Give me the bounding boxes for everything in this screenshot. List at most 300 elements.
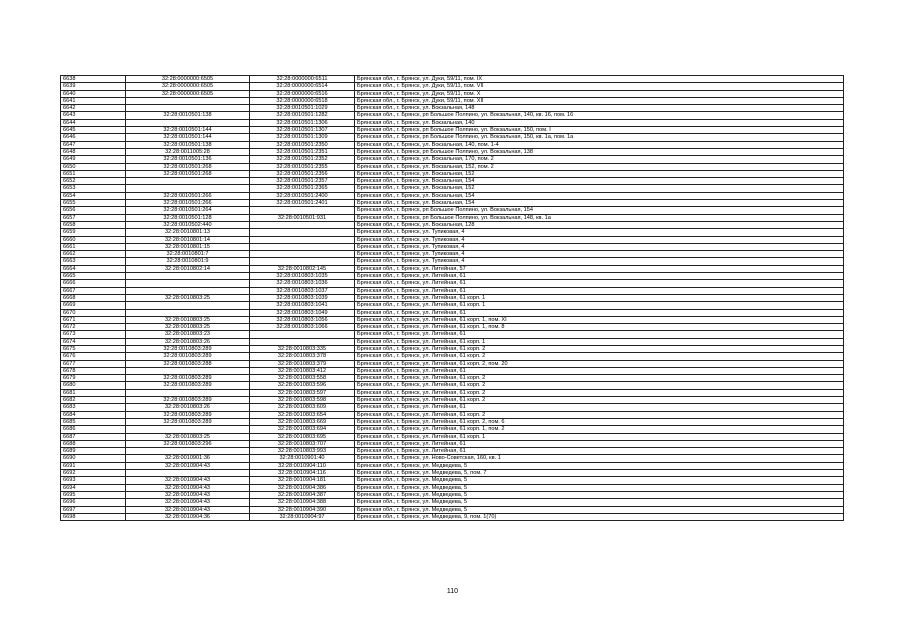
parcel-number-cell: 32:28:0010904:43 xyxy=(126,506,250,513)
table-row xyxy=(61,470,844,477)
address-cell: Брянская обл., г. Брянск, ул. Литейная, 61 xyxy=(355,331,844,338)
parcel-number-cell: 32:28:0010803:25 xyxy=(126,433,250,440)
object-number-cell: 32:28:0010802:145 xyxy=(250,265,355,272)
object-number-cell: 32:28:0010501:931 xyxy=(250,214,355,221)
table-row xyxy=(61,411,844,418)
object-number-cell: 32:28:0010904:388 xyxy=(250,499,355,506)
parcel-number-cell: 32:28:0010501:136 xyxy=(126,156,250,163)
row-number-cell: 6660 xyxy=(61,236,126,243)
object-number-cell: 32:28:0000000:6516 xyxy=(250,90,355,97)
table-row xyxy=(61,360,844,367)
table-row xyxy=(61,426,844,433)
object-number-cell: 32:28:0010803:1037 xyxy=(250,287,355,294)
address-cell: Брянская обл., г. Брянск, ул. Литейная, 61 xyxy=(355,367,844,374)
parcel-number-cell: 32:28:0010803:296 xyxy=(126,440,250,447)
row-number-cell: 6688 xyxy=(61,440,126,447)
address-cell: Брянская обл., г. Брянск, ул. Литейная, 61 корп. 2, пом. 20 xyxy=(355,360,844,367)
object-number-cell: 32:28:0010501:1309 xyxy=(250,134,355,141)
address-cell: Брянская обл., г. Брянск, ул. Литейная, 61 корп. 1, пом. 2 xyxy=(355,426,844,433)
address-cell: Брянская обл., г. Брянск, рп Большое Полпино, ул. Вокзальная, 148, кв. 1а xyxy=(355,214,844,221)
address-cell: Брянская обл., г. Брянск, ул. Литейная, 61 корп. 1 xyxy=(355,433,844,440)
parcel-number-cell xyxy=(126,448,250,455)
parcel-number-cell: 32:28:0010801:13 xyxy=(126,229,250,236)
parcel-number-cell: 32:28:0010901:36 xyxy=(126,455,250,462)
table-row xyxy=(61,97,844,104)
row-number-cell: 6642 xyxy=(61,105,126,112)
table-row xyxy=(61,287,844,294)
parcel-number-cell: 32:28:0010803:289 xyxy=(126,418,250,425)
address-cell: Брянская обл., г. Брянск, ул. Вокзальная, 152 xyxy=(355,170,844,177)
parcel-number-cell: 32:28:0010501:128 xyxy=(126,214,250,221)
object-number-cell xyxy=(250,331,355,338)
parcel-number-cell: 32:28:0000000:6505 xyxy=(126,83,250,90)
table-row xyxy=(61,90,844,97)
row-number-cell: 6682 xyxy=(61,397,126,404)
table-row xyxy=(61,433,844,440)
table-row xyxy=(61,491,844,498)
address-cell: Брянская обл., г. Брянск, ул. Тупиковая, 4 xyxy=(355,229,844,236)
parcel-number-cell: 32:28:0010501:266 xyxy=(126,200,250,207)
row-number-cell: 6641 xyxy=(61,97,126,104)
object-number-cell: 32:28:0010501:1307 xyxy=(250,127,355,134)
row-number-cell: 6681 xyxy=(61,389,126,396)
table-row xyxy=(61,221,844,228)
row-number-cell: 6684 xyxy=(61,411,126,418)
row-number-cell: 6679 xyxy=(61,375,126,382)
parcel-number-cell: 32:28:0010801:15 xyxy=(126,243,250,250)
address-cell: Брянская обл., г. Брянск, ул. Вокзальная, 128 xyxy=(355,221,844,228)
parcel-number-cell: 32:28:0010501:268 xyxy=(126,170,250,177)
parcel-number-cell: 32:28:0010501:138 xyxy=(126,141,250,148)
row-number-cell: 6645 xyxy=(61,127,126,134)
table-row xyxy=(61,207,844,214)
parcel-number-cell xyxy=(126,287,250,294)
address-cell: Брянская обл., г. Брянск, ул. Тупиковая, 4 xyxy=(355,243,844,250)
row-number-cell: 6659 xyxy=(61,229,126,236)
object-number-cell xyxy=(250,338,355,345)
object-number-cell: 32:28:0010803:1066 xyxy=(250,324,355,331)
object-number-cell: 32:28:0010803:669 xyxy=(250,418,355,425)
parcel-number-cell xyxy=(126,426,250,433)
row-number-cell: 6663 xyxy=(61,258,126,265)
object-number-cell: 32:28:0010501:1029 xyxy=(250,105,355,112)
address-cell: Брянская обл., г. Брянск, ул. Литейная, 61 корп. 2, пом. 6 xyxy=(355,418,844,425)
address-cell: Брянская обл., г. Брянск, ул. Тупиковая, 4 xyxy=(355,236,844,243)
parcel-number-cell: 32:28:0010803:289 xyxy=(126,382,250,389)
table-row xyxy=(61,345,844,352)
object-number-cell: 32:28:0010904:181 xyxy=(250,477,355,484)
object-number-cell xyxy=(250,229,355,236)
address-cell: Брянская обл., г. Брянск, ул. Литейная, 61 корп. 2 xyxy=(355,382,844,389)
table-row xyxy=(61,316,844,323)
registry-table xyxy=(60,75,844,521)
table-row xyxy=(61,375,844,382)
parcel-number-cell xyxy=(126,470,250,477)
address-cell: Брянская обл., г. Брянск, рп Большое Полпино, ул. Вокзальная, 140, кв. 16, пом. 16 xyxy=(355,112,844,119)
address-cell: Брянская обл., г. Брянск, ул. Литейная, 61 корп. 2 xyxy=(355,389,844,396)
table-row xyxy=(61,83,844,90)
object-number-cell: 32:28:0000000:6514 xyxy=(250,83,355,90)
table-row xyxy=(61,440,844,447)
address-cell: Брянская обл., г. Брянск, ул. Дуки, 59/11, пом. XII xyxy=(355,97,844,104)
parcel-number-cell xyxy=(126,119,250,126)
row-number-cell: 6693 xyxy=(61,477,126,484)
object-number-cell: 32:28:0010501:2401 xyxy=(250,200,355,207)
parcel-number-cell: 32:28:0010904:43 xyxy=(126,477,250,484)
address-cell: Брянская обл., г. Брянск, ул. Вокзальная, 140, пом. 1-4 xyxy=(355,141,844,148)
row-number-cell: 6669 xyxy=(61,302,126,309)
row-number-cell: 6672 xyxy=(61,324,126,331)
row-number-cell: 6675 xyxy=(61,345,126,352)
address-cell: Брянская обл., г. Брянск, рп Большое Полпино, ул. Вокзальная, 150, кв. 1а, пом. 1а xyxy=(355,134,844,141)
table-row xyxy=(61,499,844,506)
address-cell: Брянская обл., г. Брянск, ул. Медведева, 5, пом. 7 xyxy=(355,470,844,477)
parcel-number-cell: 32:28:0010501:266 xyxy=(126,192,250,199)
registry-table-body xyxy=(61,76,844,521)
address-cell: Брянская обл., г. Брянск, ул. Литейная, 61 xyxy=(355,273,844,280)
table-row xyxy=(61,324,844,331)
row-number-cell: 6678 xyxy=(61,367,126,374)
table-row xyxy=(61,418,844,425)
address-cell: Брянская обл., г. Брянск, ул. Медведева, 5 xyxy=(355,499,844,506)
address-cell: Брянская обл., г. Брянск, ул. Литейная, 61 корп. 2 xyxy=(355,411,844,418)
parcel-number-cell xyxy=(126,105,250,112)
parcel-number-cell: 32:28:0010802:14 xyxy=(126,265,250,272)
table-row xyxy=(61,382,844,389)
parcel-number-cell: 32:28:0010501:138 xyxy=(126,112,250,119)
table-row xyxy=(61,273,844,280)
row-number-cell: 6654 xyxy=(61,192,126,199)
row-number-cell: 6657 xyxy=(61,214,126,221)
object-number-cell: 32:28:0010904:386 xyxy=(250,484,355,491)
address-cell: Брянская обл., г. Брянск, ул. Литейная, 61 корп. 2 xyxy=(355,345,844,352)
table-row xyxy=(61,200,844,207)
object-number-cell: 32:28:0010803:1039 xyxy=(250,294,355,301)
row-number-cell: 6691 xyxy=(61,462,126,469)
object-number-cell: 32:28:0010803:597 xyxy=(250,389,355,396)
row-number-cell: 6640 xyxy=(61,90,126,97)
row-number-cell: 6649 xyxy=(61,156,126,163)
parcel-number-cell xyxy=(126,280,250,287)
address-cell: Брянская обл., г. Брянск, ул. Вокзальная, 148 xyxy=(355,105,844,112)
row-number-cell: 6662 xyxy=(61,251,126,258)
object-number-cell: 32:28:0000000:6518 xyxy=(250,97,355,104)
object-number-cell: 32:28:0010501:2355 xyxy=(250,163,355,170)
row-number-cell: 6658 xyxy=(61,221,126,228)
table-row xyxy=(61,258,844,265)
object-number-cell: 32:28:0010803:558 xyxy=(250,375,355,382)
address-cell: Брянская обл., г. Брянск, ул. Медведева, 5 xyxy=(355,491,844,498)
address-cell: Брянская обл., г. Брянск, ул. Вокзальная, 152, пом. 2 xyxy=(355,163,844,170)
parcel-number-cell: 32:28:0010803:26 xyxy=(126,404,250,411)
address-cell: Брянская обл., г. Брянск, ул. Медведева, 5 xyxy=(355,506,844,513)
parcel-number-cell: 32:28:0010501:144 xyxy=(126,134,250,141)
row-number-cell: 6673 xyxy=(61,331,126,338)
row-number-cell: 6665 xyxy=(61,273,126,280)
address-cell: Брянская обл., г. Брянск, ул. Литейная, 57 xyxy=(355,265,844,272)
row-number-cell: 6650 xyxy=(61,163,126,170)
address-cell: Брянская обл., г. Брянск, ул. Литейная, 61 корп. 2 xyxy=(355,397,844,404)
parcel-number-cell: 32:28:0010904:43 xyxy=(126,491,250,498)
address-cell: Брянская обл., г. Брянск, ул. Литейная, 61 xyxy=(355,309,844,316)
table-row xyxy=(61,134,844,141)
parcel-number-cell: 32:28:0000000:6505 xyxy=(126,90,250,97)
parcel-number-cell: 32:28:0010803:25 xyxy=(126,316,250,323)
object-number-cell xyxy=(250,221,355,228)
address-cell: Брянская обл., г. Брянск, ул. Тупиковая, 4 xyxy=(355,258,844,265)
object-number-cell: 32:28:0010501:2356 xyxy=(250,170,355,177)
row-number-cell: 6647 xyxy=(61,141,126,148)
parcel-number-cell: 32:28:0010803:25 xyxy=(126,324,250,331)
object-number-cell: 32:28:0010904:116 xyxy=(250,470,355,477)
table-row xyxy=(61,404,844,411)
table-row xyxy=(61,214,844,221)
object-number-cell: 32:28:0010803:707 xyxy=(250,440,355,447)
row-number-cell: 6667 xyxy=(61,287,126,294)
address-cell: Брянская обл., г. Брянск, ул. Литейная, 61 корп. 1 xyxy=(355,302,844,309)
table-row xyxy=(61,229,844,236)
address-cell: Брянская обл., г. Брянск, ул. Медведева, 5 xyxy=(355,462,844,469)
object-number-cell: 32:28:0010803:598 xyxy=(250,397,355,404)
parcel-number-cell xyxy=(126,185,250,192)
row-number-cell: 6698 xyxy=(61,513,126,520)
row-number-cell: 6644 xyxy=(61,119,126,126)
parcel-number-cell: 32:28:0010801:7 xyxy=(126,251,250,258)
row-number-cell: 6653 xyxy=(61,185,126,192)
object-number-cell: 32:28:0010803:1049 xyxy=(250,309,355,316)
parcel-number-cell: 32:28:0010904:43 xyxy=(126,484,250,491)
address-cell: Брянская обл., г. Брянск, ул. Литейная, 61 корп. 2 xyxy=(355,353,844,360)
row-number-cell: 6692 xyxy=(61,470,126,477)
object-number-cell: 32:28:0010803:1036 xyxy=(250,280,355,287)
address-cell: Брянская обл., г. Брянск, ул. Медведева, 5 xyxy=(355,484,844,491)
address-cell: Брянская обл., г. Брянск, ул. Дуки, 59/11, пом. VII xyxy=(355,83,844,90)
object-number-cell: 32:28:0010501:1306 xyxy=(250,119,355,126)
parcel-number-cell xyxy=(126,309,250,316)
parcel-number-cell: 32:28:0000000:6505 xyxy=(126,76,250,83)
object-number-cell: 32:28:0010501:2352 xyxy=(250,156,355,163)
row-number-cell: 6643 xyxy=(61,112,126,119)
row-number-cell: 6656 xyxy=(61,207,126,214)
table-row xyxy=(61,112,844,119)
object-number-cell: 32:28:0010501:2351 xyxy=(250,148,355,155)
parcel-number-cell: 32:28:0010803:289 xyxy=(126,411,250,418)
object-number-cell xyxy=(250,243,355,250)
table-row xyxy=(61,192,844,199)
parcel-number-cell: 32:28:0010904:43 xyxy=(126,462,250,469)
object-number-cell: 32:28:0010803:1041 xyxy=(250,302,355,309)
object-number-cell: 32:28:0010901:40 xyxy=(250,455,355,462)
row-number-cell: 6680 xyxy=(61,382,126,389)
table-row xyxy=(61,331,844,338)
parcel-number-cell: 32:28:0010803:23 xyxy=(126,331,250,338)
table-row xyxy=(61,141,844,148)
address-cell: Брянская обл., г. Брянск, ул. Литейная, 61 корп. 2 xyxy=(355,375,844,382)
object-number-cell: 32:28:0010803:993 xyxy=(250,448,355,455)
address-cell: Брянская обл., г. Брянск, рп Большое Полпино, ул. Вокзальная, 138 xyxy=(355,148,844,155)
object-number-cell: 32:28:0010904:387 xyxy=(250,491,355,498)
object-number-cell xyxy=(250,251,355,258)
address-cell: Брянская обл., г. Брянск, рп Большое Полпино, ул. Вокзальная, 150, пом. I xyxy=(355,127,844,134)
parcel-number-cell: 32:28:0010803:289 xyxy=(126,397,250,404)
table-row xyxy=(61,163,844,170)
table-row xyxy=(61,513,844,520)
object-number-cell: 32:28:0010803:1056 xyxy=(250,316,355,323)
address-cell: Брянская обл., г. Брянск, ул. Литейная, 61 корп. 1, пом. 8 xyxy=(355,324,844,331)
parcel-number-cell: 32:28:0010904:36 xyxy=(126,513,250,520)
parcel-number-cell xyxy=(126,389,250,396)
object-number-cell: 32:28:0010904:110 xyxy=(250,462,355,469)
address-cell: Брянская обл., г. Брянск, ул. Литейная, 61 корп. 1 xyxy=(355,338,844,345)
table-row xyxy=(61,105,844,112)
parcel-number-cell: 32:28:0010801:9 xyxy=(126,258,250,265)
row-number-cell: 6694 xyxy=(61,484,126,491)
row-number-cell: 6687 xyxy=(61,433,126,440)
table-row xyxy=(61,280,844,287)
table-row xyxy=(61,462,844,469)
address-cell: Брянская обл., г. Брянск, ул. Литейная, 61 корп. 1, пом. XI xyxy=(355,316,844,323)
row-number-cell: 6686 xyxy=(61,426,126,433)
parcel-number-cell: 32:28:0010803:289 xyxy=(126,375,250,382)
row-number-cell: 6670 xyxy=(61,309,126,316)
row-number-cell: 6661 xyxy=(61,243,126,250)
table-row xyxy=(61,265,844,272)
row-number-cell: 6697 xyxy=(61,506,126,513)
address-cell: Брянская обл., г. Брянск, ул. Вокзальная, 170, пом. 2 xyxy=(355,156,844,163)
parcel-number-cell xyxy=(126,178,250,185)
address-cell: Брянская обл., г. Брянск, ул. Дуки, 59/11, пом. IX xyxy=(355,76,844,83)
row-number-cell: 6696 xyxy=(61,499,126,506)
parcel-number-cell xyxy=(126,367,250,374)
table-row xyxy=(61,156,844,163)
address-cell: Брянская обл., г. Брянск, рп Большое Полпино, ул. Вокзальная, 154 xyxy=(355,207,844,214)
address-cell: Брянская обл., г. Брянск, ул. Литейная, 61 корп. 1 xyxy=(355,294,844,301)
table-row xyxy=(61,294,844,301)
page-number: 110 xyxy=(446,588,459,595)
table-row xyxy=(61,251,844,258)
row-number-cell: 6677 xyxy=(61,360,126,367)
table-row xyxy=(61,170,844,177)
row-number-cell: 6664 xyxy=(61,265,126,272)
parcel-number-cell xyxy=(126,273,250,280)
table-row xyxy=(61,178,844,185)
table-row xyxy=(61,119,844,126)
table-row xyxy=(61,477,844,484)
parcel-number-cell: 32:28:0011005:28 xyxy=(126,148,250,155)
parcel-number-cell: 32:28:0010803:288 xyxy=(126,360,250,367)
address-cell: Брянская обл., г. Брянск, ул. Вокзальная, 140 xyxy=(355,119,844,126)
object-number-cell: 32:28:0000000:6511 xyxy=(250,76,355,83)
row-number-cell: 6639 xyxy=(61,83,126,90)
address-cell: Брянская обл., г. Брянск, ул. Литейная, 61 xyxy=(355,448,844,455)
address-cell: Брянская обл., г. Брянск, ул. Медведева, 9, пом. 1(70) xyxy=(355,513,844,520)
row-number-cell: 6648 xyxy=(61,148,126,155)
table-row xyxy=(61,389,844,396)
table-row xyxy=(61,397,844,404)
parcel-number-cell xyxy=(126,302,250,309)
object-number-cell: 32:28:0010501:2357 xyxy=(250,178,355,185)
address-cell: Брянская обл., г. Брянск, ул. Вокзальная, 154 xyxy=(355,192,844,199)
row-number-cell: 6676 xyxy=(61,353,126,360)
address-cell: Брянская обл., г. Брянск, ул. Дуки, 59/11, пом. X xyxy=(355,90,844,97)
parcel-number-cell: 32:28:0010803:25 xyxy=(126,294,250,301)
object-number-cell: 32:28:0010501:2400 xyxy=(250,192,355,199)
row-number-cell: 6655 xyxy=(61,200,126,207)
object-number-cell: 32:28:0010803:654 xyxy=(250,411,355,418)
row-number-cell: 6666 xyxy=(61,280,126,287)
object-number-cell: 32:28:0010803:378 xyxy=(250,353,355,360)
address-cell: Брянская обл., г. Брянск, ул. Литейная, 61 xyxy=(355,287,844,294)
address-cell: Брянская обл., г. Брянск, ул. Вокзальная, 154 xyxy=(355,200,844,207)
parcel-number-cell: 32:28:0010803:289 xyxy=(126,345,250,352)
row-number-cell: 6690 xyxy=(61,455,126,462)
object-number-cell: 32:28:0010904:390 xyxy=(250,506,355,513)
object-number-cell: 32:28:0010501:2365 xyxy=(250,185,355,192)
parcel-number-cell: 32:28:0010501:144 xyxy=(126,127,250,134)
table-row xyxy=(61,127,844,134)
object-number-cell: 32:28:0010501:1282 xyxy=(250,112,355,119)
table-row xyxy=(61,448,844,455)
table-row xyxy=(61,367,844,374)
object-number-cell: 32:28:0010803:379 xyxy=(250,360,355,367)
table-row xyxy=(61,309,844,316)
row-number-cell: 6646 xyxy=(61,134,126,141)
table-row xyxy=(61,353,844,360)
table-row xyxy=(61,76,844,83)
address-cell: Брянская обл., г. Брянск, ул. Тупиковая, 4 xyxy=(355,251,844,258)
table-row xyxy=(61,185,844,192)
parcel-number-cell xyxy=(126,97,250,104)
row-number-cell: 6668 xyxy=(61,294,126,301)
parcel-number-cell: 32:28:0010904:43 xyxy=(126,499,250,506)
object-number-cell: 32:28:0010803:694 xyxy=(250,426,355,433)
row-number-cell: 6671 xyxy=(61,316,126,323)
object-number-cell: 32:28:0010803:412 xyxy=(250,367,355,374)
row-number-cell: 6652 xyxy=(61,178,126,185)
table-row xyxy=(61,148,844,155)
object-number-cell: 32:28:0010803:609 xyxy=(250,404,355,411)
parcel-number-cell: 32:28:0010803:289 xyxy=(126,353,250,360)
object-number-cell: 32:28:0010803:335 xyxy=(250,345,355,352)
table-row xyxy=(61,243,844,250)
parcel-number-cell: 32:28:0010803:26 xyxy=(126,338,250,345)
object-number-cell: 32:28:0010803:695 xyxy=(250,433,355,440)
row-number-cell: 6689 xyxy=(61,448,126,455)
table-row xyxy=(61,302,844,309)
row-number-cell: 6674 xyxy=(61,338,126,345)
table-row xyxy=(61,506,844,513)
address-cell: Брянская обл., г. Брянск, ул. Вокзальная, 152 xyxy=(355,185,844,192)
object-number-cell xyxy=(250,258,355,265)
address-cell: Брянская обл., г. Брянск, ул. Литейная, 61 xyxy=(355,280,844,287)
parcel-number-cell: 32:28:0010502:440 xyxy=(126,221,250,228)
object-number-cell: 32:28:0010803:596 xyxy=(250,382,355,389)
address-cell: Брянская обл., г. Брянск, ул. Литейная, 61 xyxy=(355,440,844,447)
table-row xyxy=(61,455,844,462)
parcel-number-cell: 32:28:0010501:268 xyxy=(126,163,250,170)
object-number-cell xyxy=(250,236,355,243)
object-number-cell: 32:28:0010803:1035 xyxy=(250,273,355,280)
object-number-cell: 32:28:0010904:97 xyxy=(250,513,355,520)
table-row xyxy=(61,484,844,491)
address-cell: Брянская обл., г. Брянск, ул. Литейная, 61 xyxy=(355,404,844,411)
row-number-cell: 6683 xyxy=(61,404,126,411)
table-row xyxy=(61,236,844,243)
table-row xyxy=(61,338,844,345)
object-number-cell: 32:28:0010501:2350 xyxy=(250,141,355,148)
parcel-number-cell: 32:28:0010801:14 xyxy=(126,236,250,243)
row-number-cell: 6651 xyxy=(61,170,126,177)
